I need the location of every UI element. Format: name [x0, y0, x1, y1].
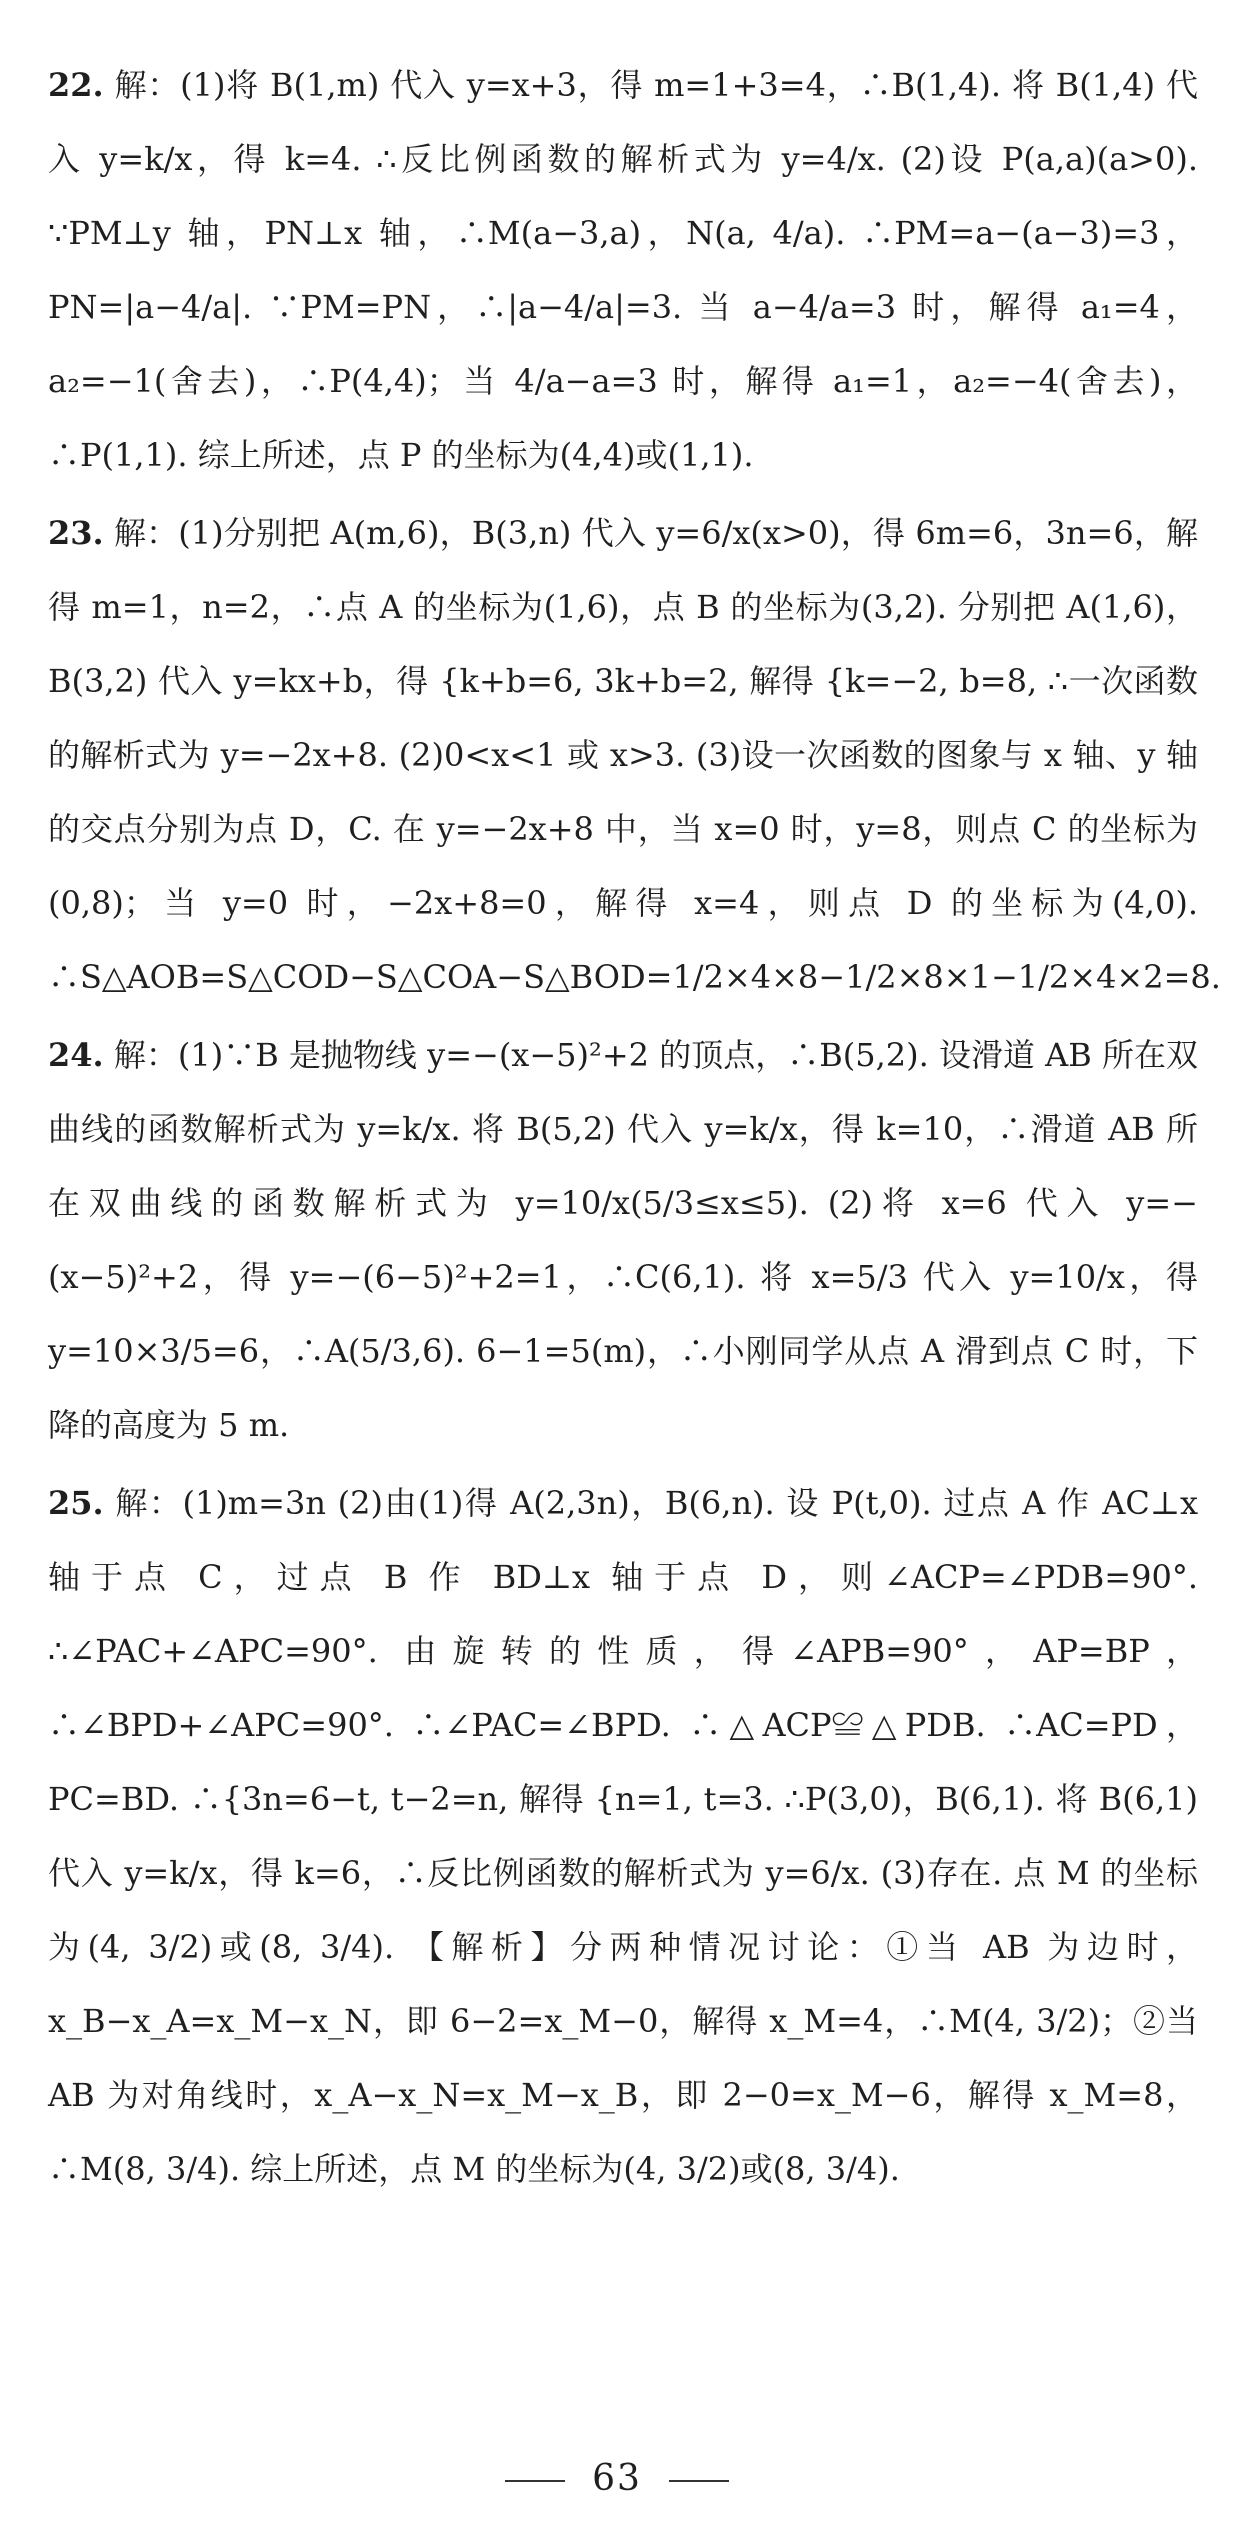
- problem-text: 解：(1)m=3n (2)由(1)得 A(2,3n)，B(6,n). 设 P(t,0). 过点 A 作 AC⊥x 轴于点 C，过点 B 作 BD⊥x 轴于点 D，则∠ACP=∠PDB=90°. ∴∠PAC+∠APC=90°. 由旋转的性质，得∠APB=90°，AP=BP，∴∠BPD+∠APC=90°. ∴∠PAC=∠BPD. ∴△ACP≌△PDB. ∴AC=PD，PC=BD. ∴{3n=6−t, t−2=n, 解得 {n=1, t=3. ∴P(3,0)，B(6,1). 将 B(6,1) 代入 y=k/x，得 k=6，∴反比例函数的解析式为 y=6/x. (3)存在. 点 M 的坐标为(4, 3/2)或(8, 3/4). 【解析】分两种情况讨论：①当 AB 为边时，x_B−x_A=x_M−x_N，即 6−2=x_M−0，解得 x_M=4，∴M(4, 3/2)；②当 AB 为对角线时，x_A−x_N=x_M−x_B，即 2−0=x_M−6，解得 x_M=8，∴M(8, 3/4). 综上所述，点 M 的坐标为(4, 3/2)或(8, 3/4).: [48, 1484, 1198, 2188]
- problem-number: 22.: [48, 66, 104, 104]
- problem-number: 23.: [48, 514, 104, 552]
- problem-text: 解：(1)分别把 A(m,6)，B(3,n) 代入 y=6/x(x>0)，得 6m=6，3n=6，解得 m=1，n=2，∴点 A 的坐标为(1,6)，点 B 的坐标为(3,2). 分别把 A(1,6)，B(3,2) 代入 y=kx+b，得 {k+b=6, 3k+b=2, 解得 {k=−2, b=8, ∴一次函数的解析式为 y=−2x+8. (2)0<x<1 或 x>3. (3)设一次函数的图象与 x 轴、y 轴的交点分别为点 D，C. 在 y=−2x+8 中，当 x=0 时，y=8，则点 C 的坐标为(0,8)；当 y=0 时，−2x+8=0，解得 x=4，则点 D 的坐标为(4,0). ∴S△AOB=S△COD−S△COA−S△BOD=1/2×4×8−1/2×8×1−1/2×4×2=8.: [48, 514, 1221, 996]
- problem-22: [48, 48, 1198, 492]
- problem-24: [48, 1018, 1198, 1462]
- footer-dash-right: [669, 2480, 729, 2482]
- page-number: 63: [592, 2458, 642, 2499]
- problem-text: 解：(1)将 B(1,m) 代入 y=x+3，得 m=1+3=4，∴B(1,4). 将 B(1,4) 代入 y=k/x，得 k=4. ∴反比例函数的解析式为 y=4/x. (2)设 P(a,a)(a>0). ∵PM⊥y 轴，PN⊥x 轴，∴M(a−3,a)，N(a, 4/a). ∴PM=a−(a−3)=3，PN=|a−4/a|. ∵PM=PN，∴|a−4/a|=3. 当 a−4/a=3 时，解得 a₁=4，a₂=−1(舍去)，∴P(4,4)；当 4/a−a=3 时，解得 a₁=1，a₂=−4(舍去)，∴P(1,1). 综上所述，点 P 的坐标为(4,4)或(1,1).: [48, 66, 1198, 474]
- page-footer: [0, 2458, 1234, 2499]
- solutions: [48, 48, 1221, 2206]
- problem-number: 24.: [48, 1036, 104, 1074]
- problem-25: [48, 1466, 1198, 2206]
- problem-text: 解：(1)∵B 是抛物线 y=−(x−5)²+2 的顶点，∴B(5,2). 设滑道 AB 所在双曲线的函数解析式为 y=k/x. 将 B(5,2) 代入 y=k/x，得 k=10，∴滑道 AB 所在双曲线的函数解析式为 y=10/x(5/3≤x≤5). (2)将 x=6 代入 y=−(x−5)²+2，得 y=−(6−5)²+2=1，∴C(6,1). 将 x=5/3 代入 y=10/x，得 y=10×3/5=6，∴A(5/3,6). 6−1=5(m)，∴小刚同学从点 A 滑到点 C 时，下降的高度为 5 m.: [48, 1036, 1198, 1444]
- problem-number: 25.: [48, 1484, 104, 1522]
- problem-23: [48, 496, 1221, 1014]
- footer-dash-left: [505, 2480, 565, 2482]
